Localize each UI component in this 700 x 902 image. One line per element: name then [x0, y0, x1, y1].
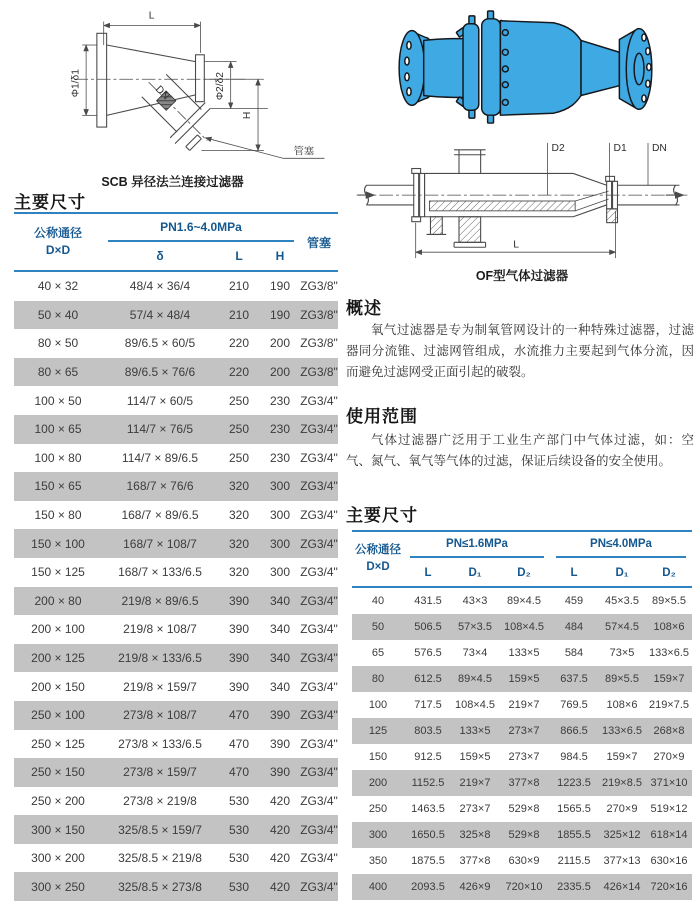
table-cell: 377×8: [459, 855, 491, 867]
table-row: [14, 730, 338, 759]
table-row: [352, 796, 692, 822]
table-cell: 190: [269, 307, 291, 322]
table-cell: ZG3/4": [300, 679, 338, 694]
table-cell: 426×14: [603, 881, 641, 893]
of-dimensions-table: [352, 530, 692, 900]
table-cell: 200 × 150: [31, 679, 85, 694]
dim-label-L-of: L: [513, 239, 519, 251]
table-row: [14, 501, 338, 530]
table-cell: 80 × 65: [37, 365, 79, 380]
table-cell: ZG3/4": [300, 822, 338, 837]
table-cell: 50: [371, 621, 385, 633]
table-cell: 268×8: [653, 725, 685, 737]
table-cell: 219/8 × 108/7: [123, 622, 197, 637]
table-cell: 320: [228, 536, 250, 551]
table-row: [14, 815, 338, 844]
table-cell: 150 × 65: [34, 479, 82, 494]
table-cell: ZG3/4": [300, 736, 338, 751]
table-cell: 273/8 × 108/7: [123, 708, 197, 723]
table-cell: 200: [368, 777, 388, 789]
table-row: [352, 614, 692, 640]
table-cell: 80 × 50: [37, 336, 79, 351]
table-cell: 57/4 × 48/4: [129, 307, 191, 322]
table-cell: 125: [368, 725, 388, 737]
table-row: [352, 822, 692, 848]
table-cell: 420: [269, 793, 291, 808]
table-cell: ZG3/4": [300, 536, 338, 551]
column-header-D1a: D₁: [452, 559, 498, 587]
table-cell: 390: [269, 765, 291, 780]
table-row: [352, 770, 692, 796]
table-cell: 150: [368, 751, 388, 763]
table-cell: 769.5: [560, 699, 588, 711]
table-cell: 57×4.5: [605, 621, 639, 633]
table-cell: 108×4.5: [503, 621, 545, 633]
table-cell: 340: [269, 651, 291, 666]
table-cell: 2115.5: [557, 855, 591, 867]
table-cell: ZG3/4": [300, 708, 338, 723]
table-cell: 250 × 200: [31, 793, 85, 808]
table-cell: ZG3/4": [300, 879, 338, 894]
table-cell: 65: [371, 647, 385, 659]
table-cell: 43×3: [462, 595, 488, 607]
table-cell: 300 × 200: [31, 851, 85, 866]
table-cell: 273×7: [459, 803, 491, 815]
table-cell: 390: [228, 593, 250, 608]
table-cell: 200: [269, 365, 291, 380]
plug-label: 管塞: [293, 146, 315, 158]
overview-text: 氧气过滤器是专为制氧管网设计的一种特殊过滤器，过滤器同分流锥、过滤网管组成，水流推力主要起到气体分流，因而避免过滤网受正面引起的破裂。: [346, 323, 694, 379]
overview-title: 概述: [346, 299, 382, 318]
table-row: [14, 386, 338, 415]
table-cell: 530: [228, 879, 250, 894]
table-cell: ZG3/4": [300, 479, 338, 494]
table-cell: ZG3/8": [300, 365, 338, 380]
table-row: [14, 672, 338, 701]
table-cell: 219/8 × 159/7: [123, 679, 197, 694]
table-cell: 340: [269, 622, 291, 637]
nominal-label: 公称通径: [33, 226, 82, 240]
table-cell: 618×14: [650, 829, 688, 841]
table-cell: 273/8 × 159/7: [123, 765, 197, 780]
table-cell: 219/8 × 89/6.5: [121, 593, 199, 608]
table-cell: 984.5: [560, 751, 588, 763]
table-row: [14, 271, 338, 301]
table-cell: 100 × 80: [34, 450, 82, 465]
column-header-L2: L: [550, 559, 598, 587]
table-row: [352, 587, 692, 614]
table-row: [352, 718, 692, 744]
usage-text: 气体过滤器广泛用于工业生产部门中气体过滤，如：空气、氮气、氧气等气体的过滤，保证后续设备的安全使用。: [346, 433, 694, 468]
dim-label-phi2: Φ2/δ2: [214, 71, 226, 101]
of-filter-drawing: [352, 138, 692, 264]
table-cell: ZG3/4": [300, 450, 338, 465]
column-header-nominal-of: [352, 531, 404, 587]
of-3d-svg: [358, 8, 690, 126]
table-row: [14, 329, 338, 358]
table-row: [352, 874, 692, 900]
of-caption: OF型气体过滤器: [475, 269, 569, 283]
column-header-plug: 管塞: [300, 213, 338, 271]
table-cell: 390: [228, 679, 250, 694]
table-cell: 40 × 32: [37, 279, 79, 294]
table-cell: 426×9: [459, 881, 491, 893]
column-header-group2: [550, 531, 692, 559]
column-header-D1b: D₁: [598, 559, 646, 587]
table-cell: 1650.5: [411, 829, 445, 841]
scb-table-body: [14, 271, 338, 901]
column-header-D2b: D₂: [646, 559, 692, 587]
table-row: [14, 644, 338, 673]
table-row: [14, 472, 338, 501]
table-cell: 100 × 50: [34, 393, 82, 408]
table-cell: 250: [368, 803, 388, 815]
table-cell: 273/8 × 219/8: [123, 793, 197, 808]
table-cell: 371×10: [650, 777, 688, 789]
scb-caption: SCB 异径法兰连接过滤器: [101, 175, 244, 189]
table-cell: 300: [269, 565, 291, 580]
column-header-group1: [404, 531, 550, 559]
table-cell: 390: [228, 622, 250, 637]
table-cell: 506.5: [414, 621, 442, 633]
table-cell: 325/8.5 × 159/7: [118, 822, 202, 837]
table-cell: 320: [228, 565, 250, 580]
scb-drawing-svg: [10, 4, 340, 172]
column-header-L1: L: [404, 559, 452, 587]
scb-dimensions-table: [14, 212, 338, 901]
of-drawing-svg: [352, 138, 692, 264]
table-cell: 420: [269, 851, 291, 866]
table-cell: ZG3/4": [300, 508, 338, 523]
table-row: [14, 701, 338, 730]
table-row: [14, 444, 338, 473]
group2-label: PN≤4.0MPa: [556, 533, 686, 558]
table-cell: 230: [269, 422, 291, 437]
table-cell: 80: [371, 673, 385, 685]
table-cell: 210: [228, 279, 250, 294]
table-row: [14, 558, 338, 587]
table-cell: 400: [368, 881, 388, 893]
of-table-body: [352, 587, 692, 900]
usage-title: 使用范围: [346, 407, 418, 426]
table-cell: ZG3/8": [300, 336, 338, 351]
table-cell: 390: [269, 736, 291, 751]
table-cell: 159×7: [653, 673, 685, 685]
dim-label-D2: D2: [551, 142, 565, 154]
table-cell: 320: [228, 508, 250, 523]
table-cell: 273/8 × 133/6.5: [118, 736, 202, 751]
table-cell: 219×7: [508, 699, 540, 711]
table-cell: 470: [228, 736, 250, 751]
table-cell: 300: [269, 536, 291, 551]
table-cell: 73×5: [609, 647, 635, 659]
nominal-sub-label-of: D×D: [366, 561, 390, 573]
table-cell: 200: [269, 336, 291, 351]
table-cell: 48/4 × 36/4: [129, 279, 191, 294]
table-cell: 100: [368, 699, 388, 711]
table-row: [14, 301, 338, 330]
table-cell: 133×6.5: [601, 725, 643, 737]
table-cell: 529×8: [508, 829, 540, 841]
column-header-L: L: [218, 242, 260, 271]
table-cell: 159×5: [508, 673, 540, 685]
table-cell: 219/8 × 133/6.5: [118, 651, 202, 666]
table-cell: 630×16: [650, 855, 688, 867]
table-row: [352, 848, 692, 874]
of-table-header: [352, 531, 692, 587]
table-cell: 57×3.5: [458, 621, 492, 633]
table-cell: 2093.5: [411, 881, 445, 893]
table-cell: 637.5: [560, 673, 588, 685]
table-cell: 190: [269, 279, 291, 294]
table-cell: 133×6.5: [648, 647, 690, 659]
table-cell: 720×16: [650, 881, 688, 893]
scb-filter-drawing: [10, 4, 340, 172]
table-cell: 270×9: [653, 751, 685, 763]
table-cell: 519×12: [650, 803, 688, 815]
table-cell: 1463.5: [411, 803, 445, 815]
table-cell: 150 × 80: [34, 508, 82, 523]
nominal-sub-label: D×D: [45, 243, 71, 257]
table-row: [14, 529, 338, 558]
table-cell: 325×8: [459, 829, 491, 841]
table-cell: ZG3/4": [300, 765, 338, 780]
table-cell: 200 × 125: [31, 651, 85, 666]
table-cell: 459: [564, 595, 584, 607]
table-row: [14, 415, 338, 444]
table-cell: 89×4.5: [507, 595, 541, 607]
table-cell: 250 × 100: [31, 708, 85, 723]
table-cell: 114/7 × 60/5: [126, 393, 194, 408]
table-cell: 168/7 × 108/7: [123, 536, 197, 551]
table-cell: 219×7.5: [648, 699, 690, 711]
table-cell: 584: [564, 647, 584, 659]
table-cell: 45×3.5: [605, 595, 639, 607]
column-header-nominal: [14, 213, 102, 271]
table-cell: 230: [269, 393, 291, 408]
table-row: [14, 758, 338, 787]
table-row: [14, 844, 338, 873]
pressure-group-label: PN1.6~4.0MPa: [108, 215, 294, 242]
table-cell: 530: [228, 851, 250, 866]
table-cell: 484: [564, 621, 584, 633]
table-cell: 630×9: [508, 855, 540, 867]
table-cell: 530: [228, 793, 250, 808]
table-row: [14, 587, 338, 616]
table-cell: 108×6: [653, 621, 685, 633]
table-cell: 250: [228, 450, 250, 465]
table-cell: 420: [269, 879, 291, 894]
table-cell: 325/8.5 × 273/8: [118, 879, 202, 894]
table-cell: 270×9: [606, 803, 638, 815]
table-cell: 320: [228, 479, 250, 494]
table-cell: 866.5: [560, 725, 588, 737]
table-cell: 89/6.5 × 60/5: [124, 336, 196, 351]
column-header-D2a: D₂: [498, 559, 550, 587]
table-cell: 300 × 250: [31, 879, 85, 894]
column-header-pressure-group: [102, 213, 300, 242]
table-cell: 73×4: [462, 647, 488, 659]
table-cell: 150 × 125: [31, 565, 85, 580]
table-cell: 210: [228, 307, 250, 322]
table-cell: 273×7: [508, 725, 540, 737]
table-cell: 420: [269, 822, 291, 837]
dim-label-DN: DN: [152, 83, 172, 103]
table-cell: ZG3/8": [300, 279, 338, 294]
of-section-title: 主要尺寸: [346, 506, 418, 525]
table-cell: 168/7 × 89/6.5: [121, 508, 199, 523]
table-cell: 300: [269, 479, 291, 494]
table-cell: 50 × 40: [37, 307, 79, 322]
table-cell: 250: [228, 422, 250, 437]
table-cell: 250 × 125: [31, 736, 85, 751]
table-cell: 219×7: [459, 777, 491, 789]
table-cell: 89/6.5 × 76/6: [124, 365, 196, 380]
table-cell: 2335.5: [557, 881, 591, 893]
table-cell: 470: [228, 708, 250, 723]
table-cell: ZG3/4": [300, 393, 338, 408]
table-cell: 159×7: [606, 751, 638, 763]
table-cell: 1855.5: [557, 829, 591, 841]
table-cell: 1223.5: [557, 777, 591, 789]
table-cell: ZG3/4": [300, 565, 338, 580]
table-cell: 200 × 100: [31, 622, 85, 637]
table-row: [352, 744, 692, 770]
table-cell: 1875.5: [411, 855, 445, 867]
table-cell: ZG3/4": [300, 793, 338, 808]
table-row: [14, 787, 338, 816]
dim-label-DN: DN: [651, 142, 667, 154]
nominal-label-of: 公称通径: [355, 544, 401, 556]
dim-label-L: L: [148, 10, 155, 22]
table-cell: 912.5: [414, 751, 442, 763]
table-cell: 390: [269, 708, 291, 723]
table-cell: ZG3/4": [300, 622, 338, 637]
table-cell: 150 × 100: [31, 536, 85, 551]
of-filter-3d-image: [358, 8, 690, 126]
table-cell: 114/7 × 89/6.5: [121, 450, 199, 465]
table-cell: 325/8.5 × 219/8: [118, 851, 202, 866]
table-cell: 100 × 65: [34, 422, 82, 437]
table-cell: ZG3/4": [300, 422, 338, 437]
dim-label-D1: D1: [613, 142, 627, 154]
scb-table-header: [14, 213, 338, 271]
table-cell: 114/7 × 76/5: [126, 422, 194, 437]
table-cell: 89×4.5: [458, 673, 492, 685]
table-cell: 720×10: [505, 881, 543, 893]
table-cell: 576.5: [414, 647, 442, 659]
table-cell: 340: [269, 679, 291, 694]
table-cell: 470: [228, 765, 250, 780]
table-cell: 803.5: [414, 725, 442, 737]
table-cell: 250 × 150: [31, 765, 85, 780]
group1-label: PN≤1.6MPa: [410, 533, 544, 558]
table-cell: 89×5.5: [605, 673, 639, 685]
table-cell: 377×13: [603, 855, 641, 867]
table-cell: 717.5: [414, 699, 442, 711]
table-cell: ZG3/4": [300, 851, 338, 866]
table-cell: ZG3/4": [300, 593, 338, 608]
table-row: [14, 872, 338, 901]
table-row: [352, 666, 692, 692]
table-cell: 200 × 80: [34, 593, 82, 608]
dim-label-H: H: [242, 111, 254, 120]
scb-section-title: 主要尺寸: [14, 193, 86, 212]
table-cell: ZG3/4": [300, 651, 338, 666]
table-cell: 168/7 × 76/6: [126, 479, 194, 494]
table-cell: 612.5: [414, 673, 442, 685]
table-cell: 89×5.5: [652, 595, 686, 607]
table-cell: 377×8: [508, 777, 540, 789]
table-cell: 300: [269, 508, 291, 523]
table-cell: 250: [228, 393, 250, 408]
table-cell: 133×5: [508, 647, 540, 659]
table-cell: 325×12: [603, 829, 641, 841]
column-header-delta: δ: [102, 242, 218, 271]
table-cell: 219×8.5: [601, 777, 643, 789]
table-cell: 133×5: [459, 725, 491, 737]
table-cell: 230: [269, 450, 291, 465]
table-row: [352, 692, 692, 718]
table-cell: 40: [371, 595, 385, 607]
table-cell: 108×6: [606, 699, 638, 711]
dim-label-phi1: Φ1/δ1: [70, 69, 82, 98]
table-cell: 159×5: [459, 751, 491, 763]
table-cell: 108×4.5: [454, 699, 496, 711]
table-cell: 273×7: [508, 751, 540, 763]
table-row: [14, 358, 338, 387]
table-cell: 530: [228, 822, 250, 837]
table-cell: 1565.5: [557, 803, 591, 815]
table-row: [14, 615, 338, 644]
table-row: [352, 640, 692, 666]
table-cell: 300 × 150: [31, 822, 85, 837]
table-cell: 390: [228, 651, 250, 666]
table-cell: 340: [269, 593, 291, 608]
table-cell: 220: [228, 336, 250, 351]
table-cell: ZG3/8": [300, 307, 338, 322]
table-cell: 300: [368, 829, 388, 841]
table-cell: 168/7 × 133/6.5: [118, 565, 202, 580]
table-cell: 1152.5: [411, 777, 445, 789]
table-cell: 431.5: [414, 595, 442, 607]
table-cell: 350: [368, 855, 388, 867]
table-cell: 220: [228, 365, 250, 380]
table-cell: 529×8: [508, 803, 540, 815]
column-header-H: H: [260, 242, 300, 271]
